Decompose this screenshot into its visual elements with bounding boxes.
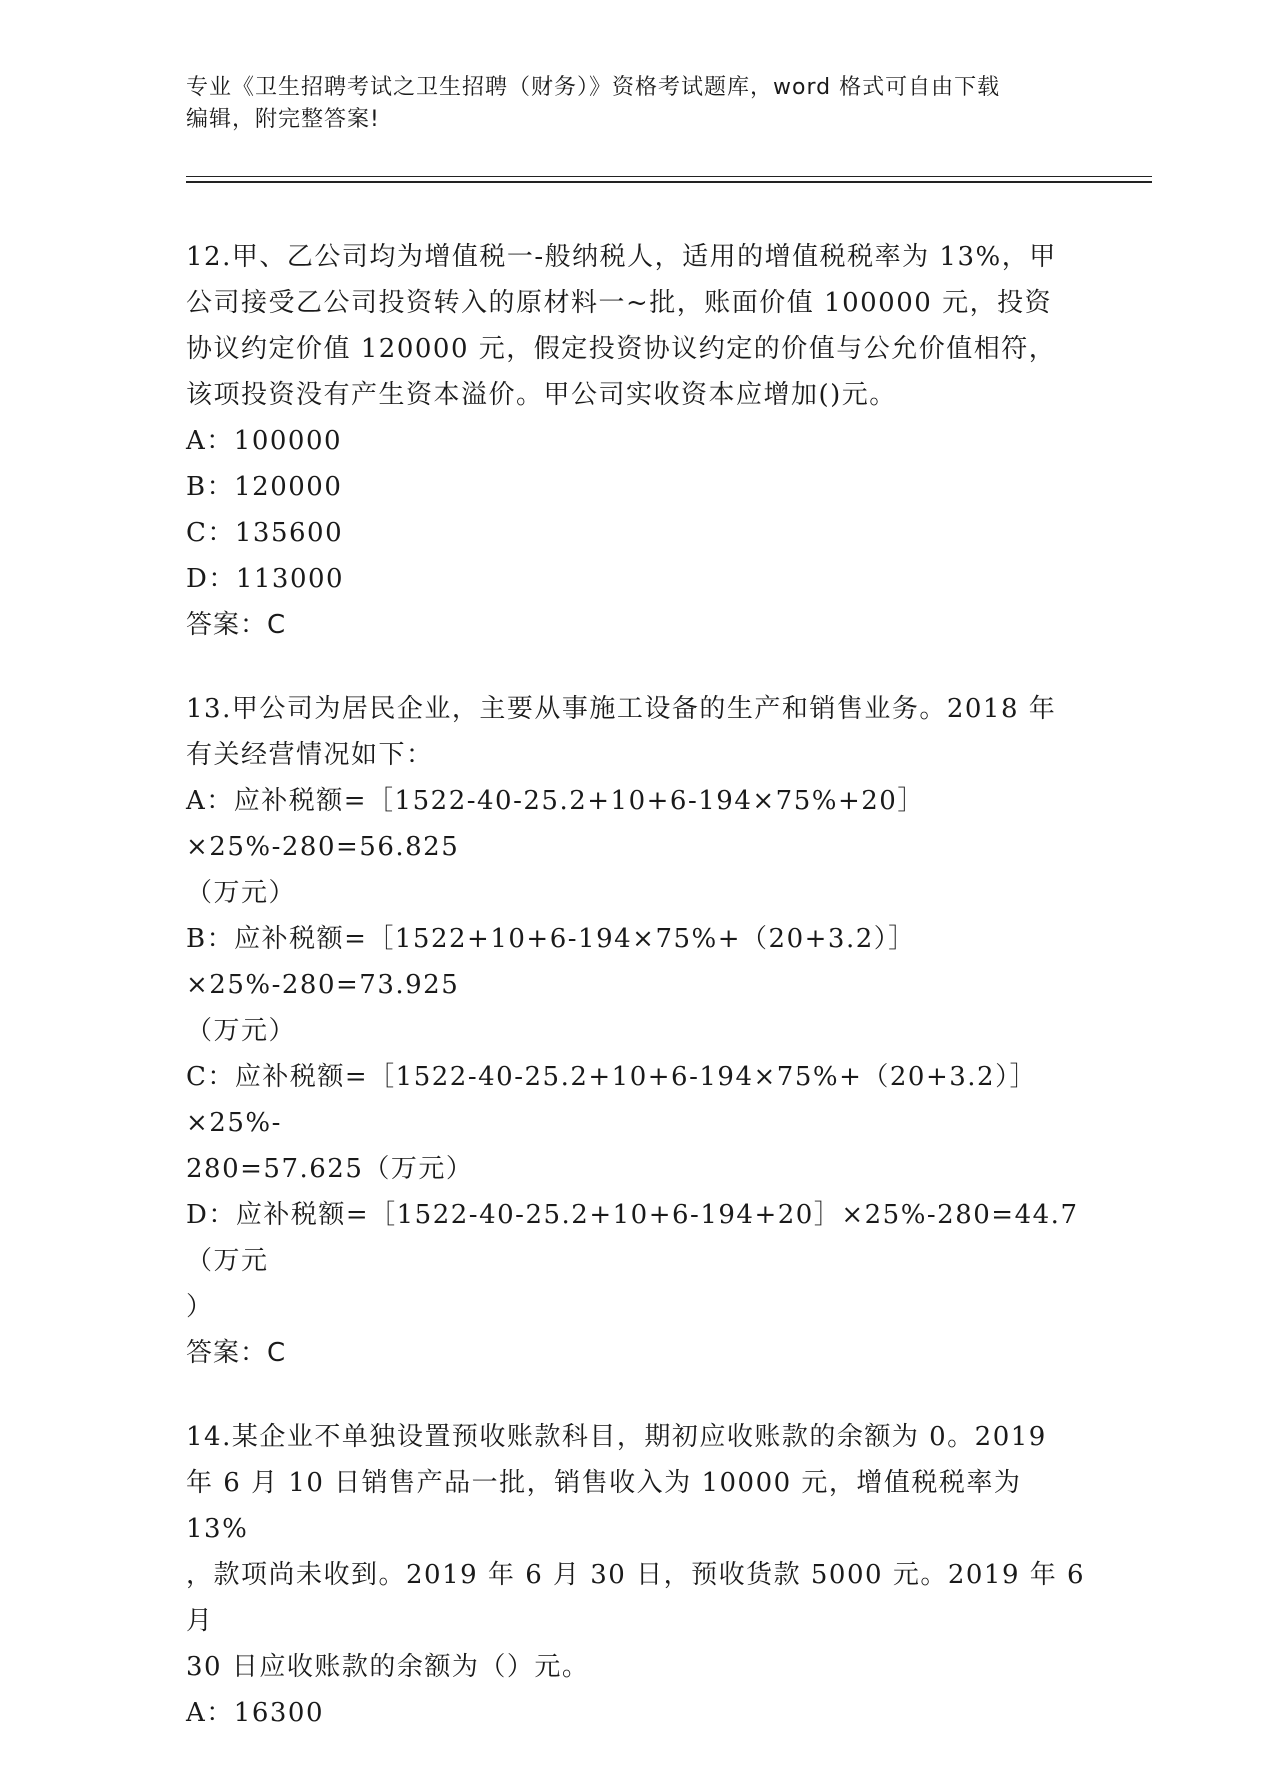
option-c: C：135600 (186, 518, 344, 548)
header-divider-thin (186, 176, 1152, 177)
option-c-continued: 280=57.625（万元） (186, 1154, 474, 1184)
header-line-2: 编辑，附完整答案! (186, 107, 380, 132)
question-text-line: 协议约定价值 120000 元，假定投资协议约定的价值与公允价值相符， (186, 334, 1057, 364)
question-text-line: ，款项尚未收到。2019 年 6 月 30 日，预收货款 5000 元。2019 年 6 月 (186, 1560, 1086, 1636)
option-b-continued: （万元） (186, 1016, 297, 1046)
header-line-1: 专业《卫生招聘考试之卫生招聘（财务）》资格考试题库，word 格式可自由下载 (186, 75, 1001, 100)
question-13 (186, 686, 1086, 1376)
question-text-line: 13.甲公司为居民企业，主要从事施工设备的生产和销售业务。2018 年 (186, 694, 1057, 724)
option-c: C：应补税额=［1522-40-25.2+10+6-194×75%+（20+3.2）］×25%- (186, 1062, 1038, 1138)
option-b: B：120000 (186, 472, 343, 502)
question-text-line: 公司接受乙公司投资转入的原材料一~批，账面价值 100000 元，投资 (186, 288, 1053, 318)
question-text-line: 年 6 月 10 日销售产品一批，销售收入为 10000 元，增值税税率为 13% (186, 1468, 1022, 1544)
option-a: A：16300 (186, 1698, 324, 1728)
question-12 (186, 234, 1086, 648)
option-a: A：100000 (186, 426, 343, 456)
document-header (186, 72, 1066, 136)
question-list (186, 234, 1086, 1774)
option-d: D：113000 (186, 564, 345, 594)
option-a: A：应补税额=［1522-40-25.2+10+6-194×75%+20］×25%-280=56.825 (186, 786, 925, 862)
question-text-line: 12.甲、乙公司均为增值税一-般纳税人，适用的增值税税率为 13%，甲 (186, 242, 1057, 272)
question-text-line: 30 日应收账款的余额为（）元。 (186, 1652, 590, 1682)
option-d-continued: ） (186, 1292, 214, 1322)
question-text-line: 该项投资没有产生资本溢价。甲公司实收资本应增加()元。 (186, 380, 897, 410)
answer: 答案：C (186, 1338, 287, 1368)
question-text-line: 14.某企业不单独设置预收账款科目，期初应收账款的余额为 0。2019 (186, 1422, 1047, 1452)
option-b: B：应补税额=［1522+10+6-194×75%+（20+3.2）］×25%-280=73.925 (186, 924, 916, 1000)
header-divider-thick (186, 181, 1152, 183)
option-a-continued: （万元） (186, 878, 297, 908)
answer: 答案：C (186, 610, 287, 640)
option-d: D：应补税额=［1522-40-25.2+10+6-194+20］×25%-280=44.7（万元 (186, 1200, 1079, 1276)
question-14 (186, 1414, 1086, 1736)
question-text-line: 有关经营情况如下： (186, 740, 434, 770)
